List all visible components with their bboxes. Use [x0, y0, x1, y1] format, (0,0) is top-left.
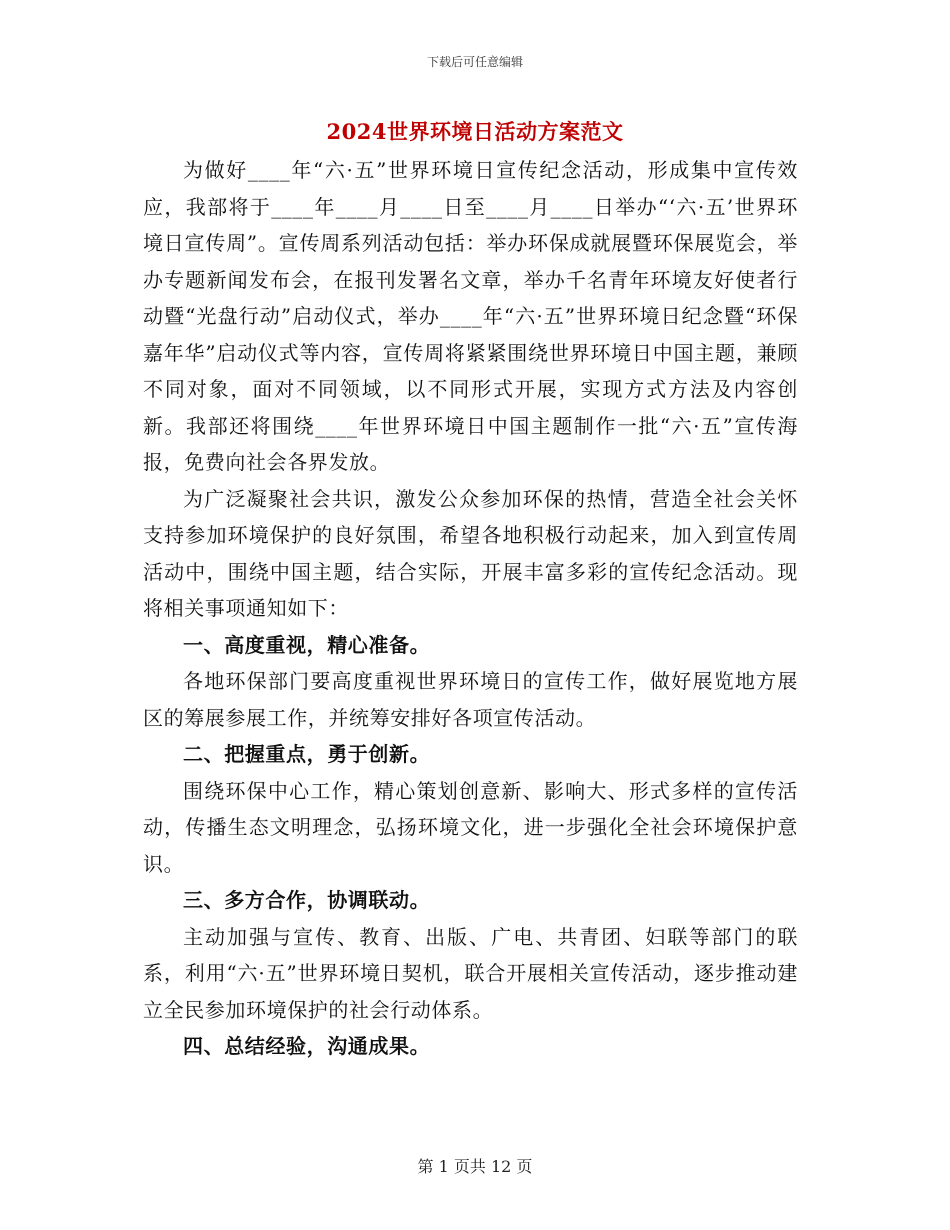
section-heading-3: 三、多方合作，协调联动。	[183, 888, 431, 912]
document-title: 2024世界环境日活动方案范文	[326, 119, 624, 144]
page-number: 第 1 页共 12 页	[417, 1157, 533, 1176]
section-heading-4: 四、总结经验，沟通成果。	[183, 1034, 431, 1058]
paragraph-call-to-action: 为广泛凝聚社会共识，激发公众参加环保的热情，营造全社会关怀支持参加环境保护的良好氛围，希望各地积极行动起来，加入到宣传周活动中，围绕中国主题，结合实际，开展丰富多彩的宣传纪念活动。现将相关事项通知如下：	[143, 486, 798, 620]
page-header: 下载后可任意编辑	[426, 55, 523, 69]
section-body-1: 各地环保部门要高度重视世界环境日的宣传工作，做好展览地方展区的筹展参展工作，并统筹安排好各项宣传活动。	[143, 669, 798, 730]
section-heading-1: 一、高度重视，精心准备。	[183, 632, 431, 657]
document-body	[143, 152, 798, 1065]
section-body-3: 主动加强与宣传、教育、出版、广电、共青团、妇联等部门的联系，利用“六·五”世界环境日契机，联合开展相关宣传活动，逐步推动建立全民参加环境保护的社会行动体系。	[143, 924, 798, 1022]
section-heading-2: 二、把握重点，勇于创新。	[183, 742, 431, 766]
paragraph-intro: 为做好____年“六·五”世界环境日宣传纪念活动，形成集中宣传效应，我部将于____年____月____日至____月____日举办“‘六·五’世界环境日宣传周”。宣传周系列活动包括：举办环保成就展暨环保展览会，举办专题新闻发布会，在报刊发署名文章，举办千名青年环境友好使者行动暨“光盘行动”启动仪式，举办____年“六·五”世界环境日纪念暨“环保嘉年华”启动仪式等内容，宣传周将紧紧围绕世界环境日中国主题，兼顾不同对象，面对不同领域，以不同形式开展，实现方式方法及内容创新。我部还将围绕____年世界环境日中国主题制作一批“六·五”宣传海报，免费向社会各界发放。	[143, 158, 798, 474]
section-body-2: 围绕环保中心工作，精心策划创意新、影响大、形式多样的宣传活动，传播生态文明理念，弘扬环境文化，进一步强化全社会环境保护意识。	[143, 778, 798, 876]
